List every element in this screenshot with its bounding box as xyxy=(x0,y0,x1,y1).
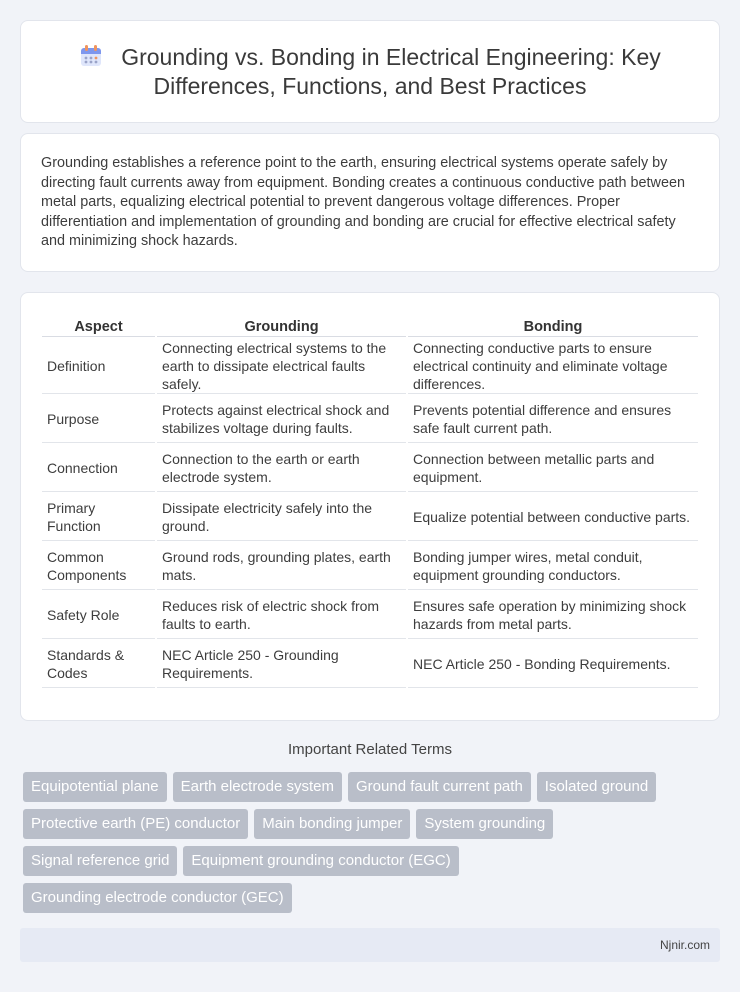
related-term-tag[interactable]: Signal reference grid xyxy=(23,846,177,876)
table-row xyxy=(42,494,698,541)
aspect-cell: Standards & Codes xyxy=(42,641,155,688)
aspect-cell: Connection xyxy=(42,445,155,492)
table-row xyxy=(42,543,698,590)
related-term-tag[interactable]: System grounding xyxy=(416,809,553,839)
page-title-text: Grounding vs. Bonding in Electrical Engineering: Key Differences, Functions, and Best Practices xyxy=(121,44,661,99)
aspect-cell: Safety Role xyxy=(42,592,155,639)
header-grounding: Grounding xyxy=(157,317,406,337)
aspect-cell: Primary Function xyxy=(42,494,155,541)
comparison-table xyxy=(40,315,700,690)
calendar-icon xyxy=(79,44,105,68)
grounding-cell: Reduces risk of electric shock from faults to earth. xyxy=(157,592,406,639)
bonding-cell: Connection between metallic parts and equipment. xyxy=(408,445,698,492)
page-title xyxy=(51,43,689,101)
grounding-cell: Protects against electrical shock and stabilizes voltage during faults. xyxy=(157,396,406,443)
related-term-tag[interactable]: Earth electrode system xyxy=(173,772,342,802)
intro-card xyxy=(20,133,720,272)
related-term-tag[interactable]: Equipotential plane xyxy=(23,772,167,802)
footer-site-link[interactable]: Njnir.com xyxy=(659,938,710,952)
aspect-cell: Common Components xyxy=(42,543,155,590)
table-row xyxy=(42,396,698,443)
intro-text: Grounding establishes a reference point to the earth, ensuring electrical systems operate safely by directing fault currents away from equipment. Bonding creates a continuous conductive path between metal parts, equalizing electrical potential to prevent dangerous voltage differences. Proper differentiation and implementation of grounding and bonding are crucial for effective electrical safety and minimizing shock hazards. xyxy=(41,155,685,249)
table-header-row xyxy=(42,317,698,337)
bonding-cell: NEC Article 250 - Bonding Requirements. xyxy=(408,641,698,688)
grounding-cell: Connection to the earth or earth electrode system. xyxy=(157,445,406,492)
table-row xyxy=(42,592,698,639)
related-terms-list xyxy=(23,772,713,913)
table-row xyxy=(42,641,698,688)
related-term-tag[interactable]: Equipment grounding conductor (EGC) xyxy=(183,846,458,876)
aspect-cell: Purpose xyxy=(42,396,155,443)
header-aspect: Aspect xyxy=(42,317,155,337)
bonding-cell: Bonding jumper wires, metal conduit, equipment grounding conductors. xyxy=(408,543,698,590)
grounding-cell: Connecting electrical systems to the earth to dissipate electrical faults safely. xyxy=(157,339,406,394)
bonding-cell: Connecting conductive parts to ensure electrical continuity and eliminate voltage differences. xyxy=(408,339,698,394)
bonding-cell: Ensures safe operation by minimizing shock hazards from metal parts. xyxy=(408,592,698,639)
header-bonding: Bonding xyxy=(408,317,698,337)
grounding-cell: NEC Article 250 - Grounding Requirements. xyxy=(157,641,406,688)
table-row xyxy=(42,445,698,492)
bonding-cell: Equalize potential between conductive parts. xyxy=(408,494,698,541)
grounding-cell: Dissipate electricity safely into the ground. xyxy=(157,494,406,541)
comparison-card xyxy=(20,292,720,721)
related-terms-title: Important Related Terms xyxy=(288,741,452,758)
related-term-tag[interactable]: Grounding electrode conductor (GEC) xyxy=(23,883,292,913)
grounding-cell: Ground rods, grounding plates, earth mats. xyxy=(157,543,406,590)
related-term-tag[interactable]: Isolated ground xyxy=(537,772,656,802)
aspect-cell: Definition xyxy=(42,339,155,394)
table-row xyxy=(42,339,698,394)
title-card xyxy=(20,20,720,123)
related-term-tag[interactable]: Ground fault current path xyxy=(348,772,531,802)
related-term-tag[interactable]: Protective earth (PE) conductor xyxy=(23,809,248,839)
related-term-tag[interactable]: Main bonding jumper xyxy=(254,809,410,839)
bonding-cell: Prevents potential difference and ensures safe fault current path. xyxy=(408,396,698,443)
footer xyxy=(20,928,720,962)
